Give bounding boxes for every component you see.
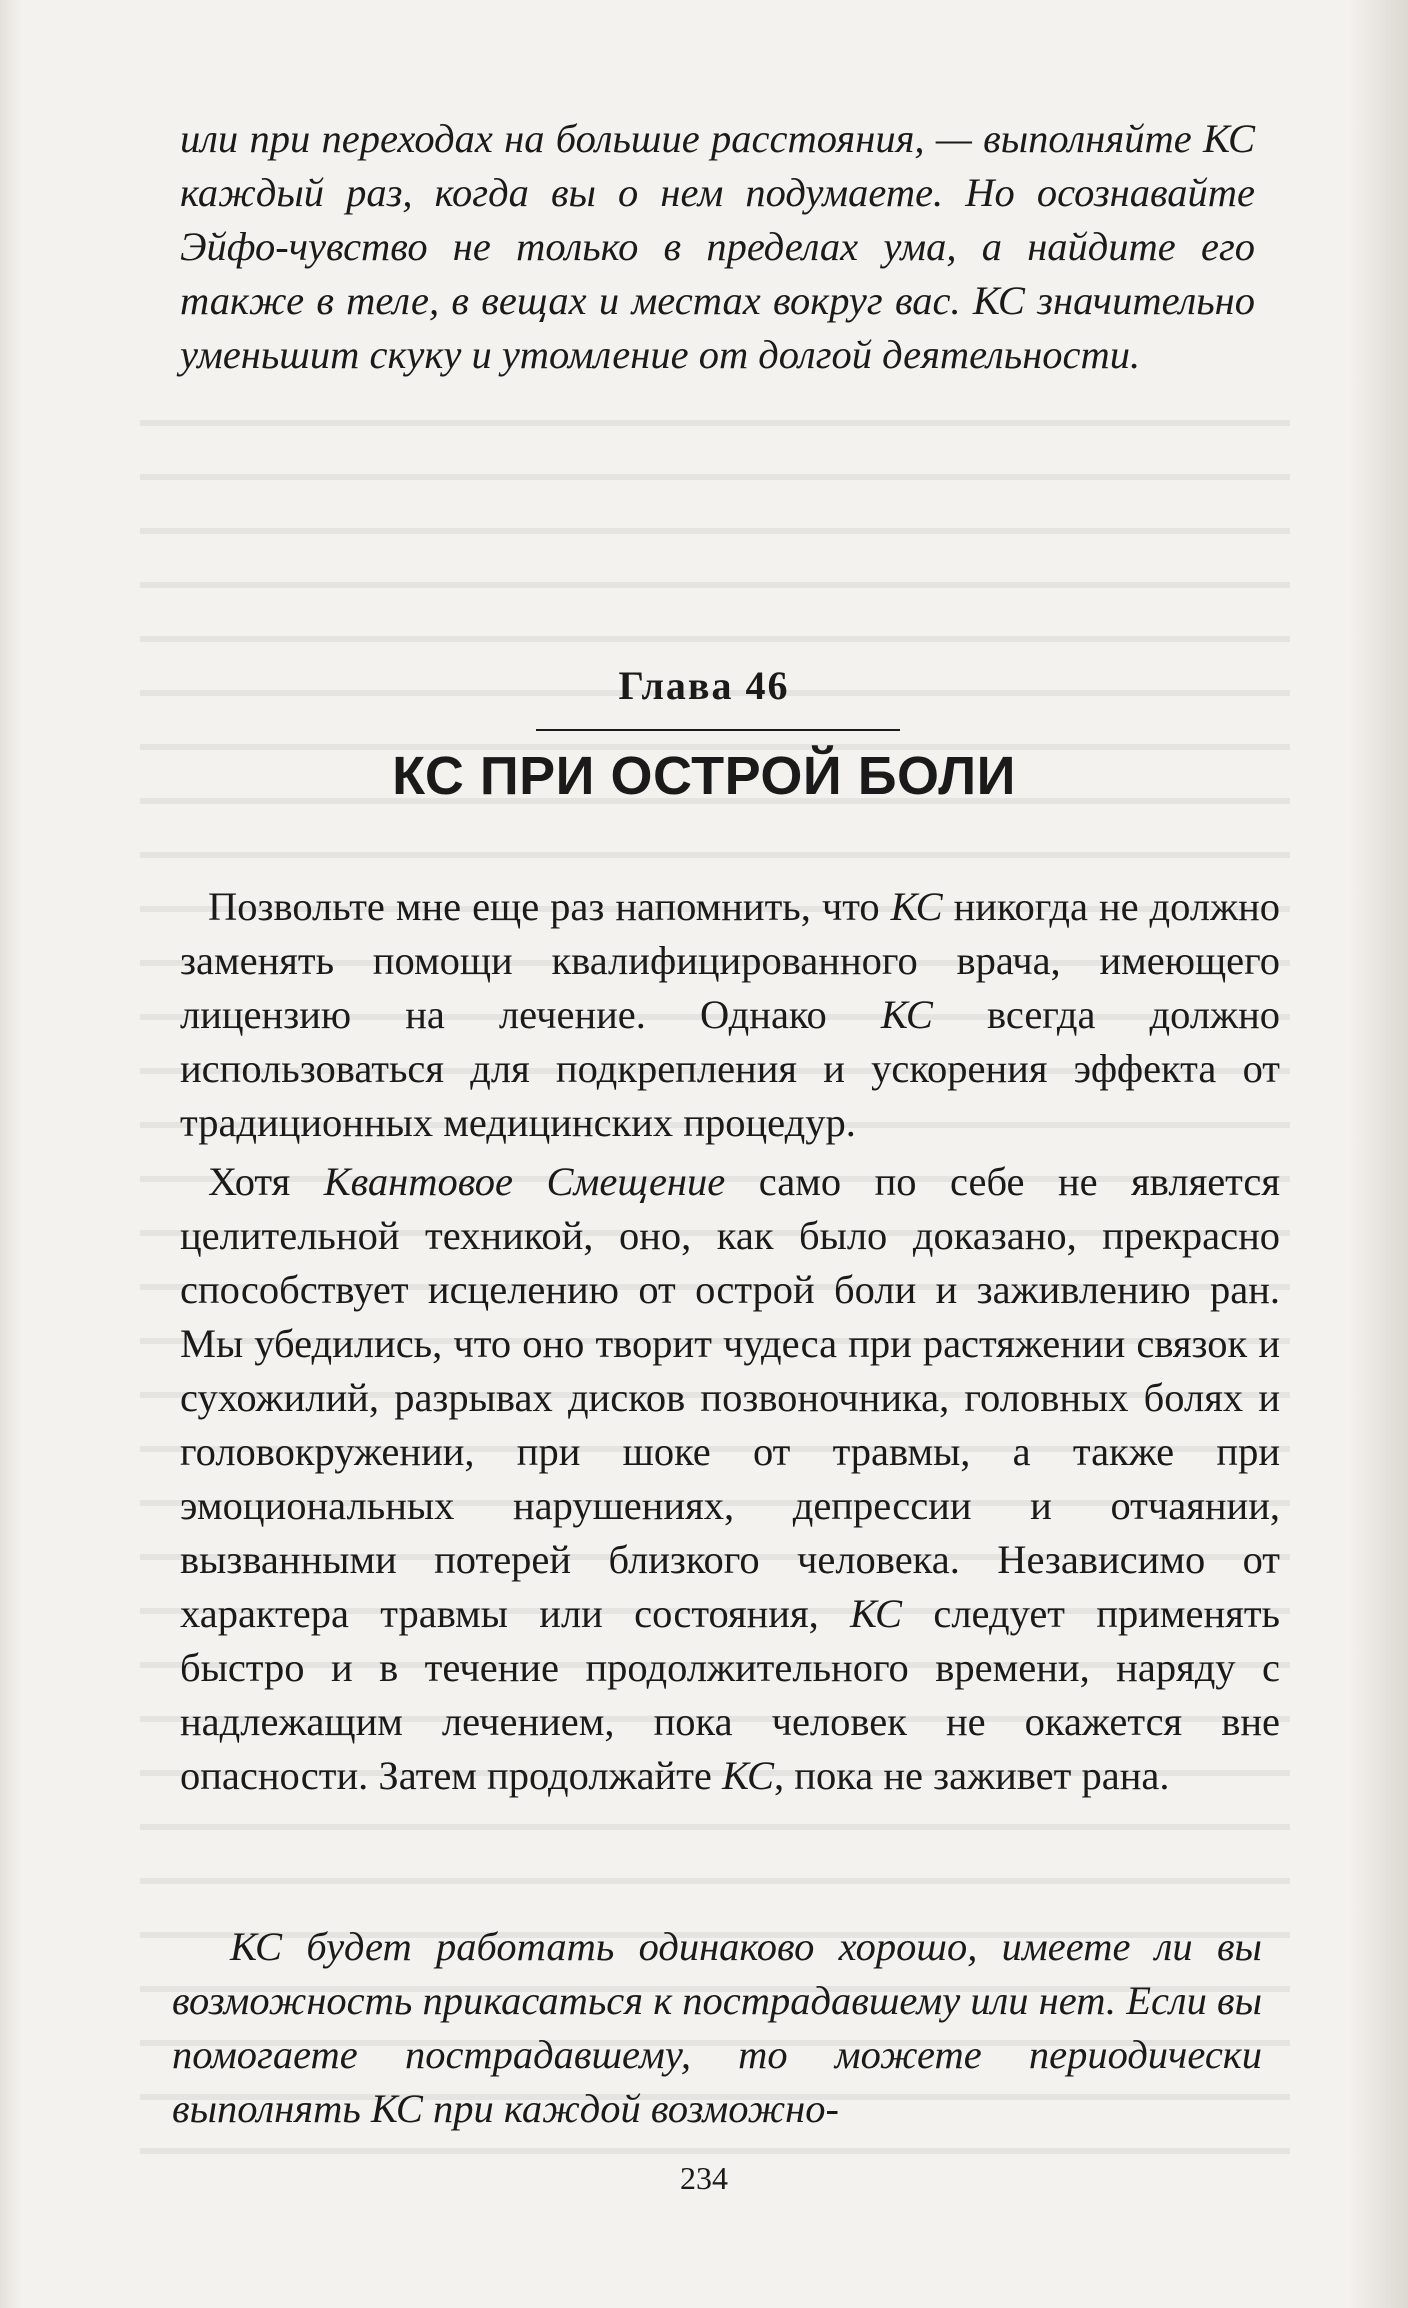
paragraph-2-text-1: Хотя bbox=[208, 1159, 324, 1204]
paragraph-2-text-3: следует применять быстро и в течение продолжительного времени, наряду с надлежащим лечением, пока человек не окажется вне опасности. Затем продолжайте bbox=[180, 1591, 1280, 1798]
paragraph-1-text-2: никогда не должно заменять помощи квалифицированного врача, имеющего лицензию на лечение. Однако bbox=[180, 884, 1280, 1037]
paragraph-2 bbox=[180, 1155, 1280, 1803]
page-edge-shadow-right bbox=[1348, 0, 1408, 2308]
paragraph-1-text-1: Позвольте мне еще раз напомнить, что bbox=[208, 884, 891, 929]
page-edge-shadow-left bbox=[0, 0, 22, 2308]
paragraph-2-emphasis-2: КС bbox=[850, 1591, 903, 1636]
closing-paragraph: КС будет работать одинаково хорошо, имеете ли вы возможность прикасаться к пострадавшему или нет. Если вы помогаете пострадавшему, то можете периодически выполнять КС при каждой возможно- bbox=[172, 1924, 1262, 2131]
intro-paragraph: или при переходах на большие расстояния, — выполняйте КС каждый раз, когда вы о нем подумаете. Но осознавайте Эйфо-чувство не только в пределах ума, а найдите его также в теле, в вещах и местах вокруг вас. КС значительно уменьшит скуку и утомление от долгой деятельности. bbox=[180, 116, 1255, 377]
paragraph-1-emphasis-1: КС bbox=[890, 884, 943, 929]
paragraph-1 bbox=[180, 880, 1280, 1150]
chapter-title: КС ПРИ ОСТРОЙ БОЛИ bbox=[392, 746, 1016, 806]
paragraph-2-emphasis-3: КС bbox=[722, 1753, 775, 1798]
page-number: 234 bbox=[680, 2160, 728, 2196]
paragraph-1-text-3: всегда должно использоваться для подкрепления и ускорения эффекта от традиционных медицинских процедур. bbox=[180, 992, 1280, 1145]
chapter-body bbox=[180, 880, 1280, 1803]
chapter-divider bbox=[536, 729, 900, 731]
paragraph-1-emphasis-2: КС bbox=[880, 992, 933, 1037]
paragraph-2-text-4: , пока не заживет рана. bbox=[774, 1753, 1170, 1798]
paragraph-2-text-2: само по себе не является целительной техникой, оно, как было доказано, прекрасно способствует исцелению от острой боли и заживлению ран. Мы убедились, что оно творит чудеса при растяжении связок и сухожилий, разрывах дисков позвоночника, головных болях и головокружении, при шоке от травмы, а также при эмоциональных нарушениях, депрессии и отчаянии, вызванными потерей близкого человека. Независимо от характера травмы или состояния, bbox=[180, 1159, 1280, 1636]
chapter-label: Глава 46 bbox=[618, 663, 790, 708]
paragraph-2-emphasis-1: Квантовое Смещение bbox=[323, 1159, 726, 1204]
